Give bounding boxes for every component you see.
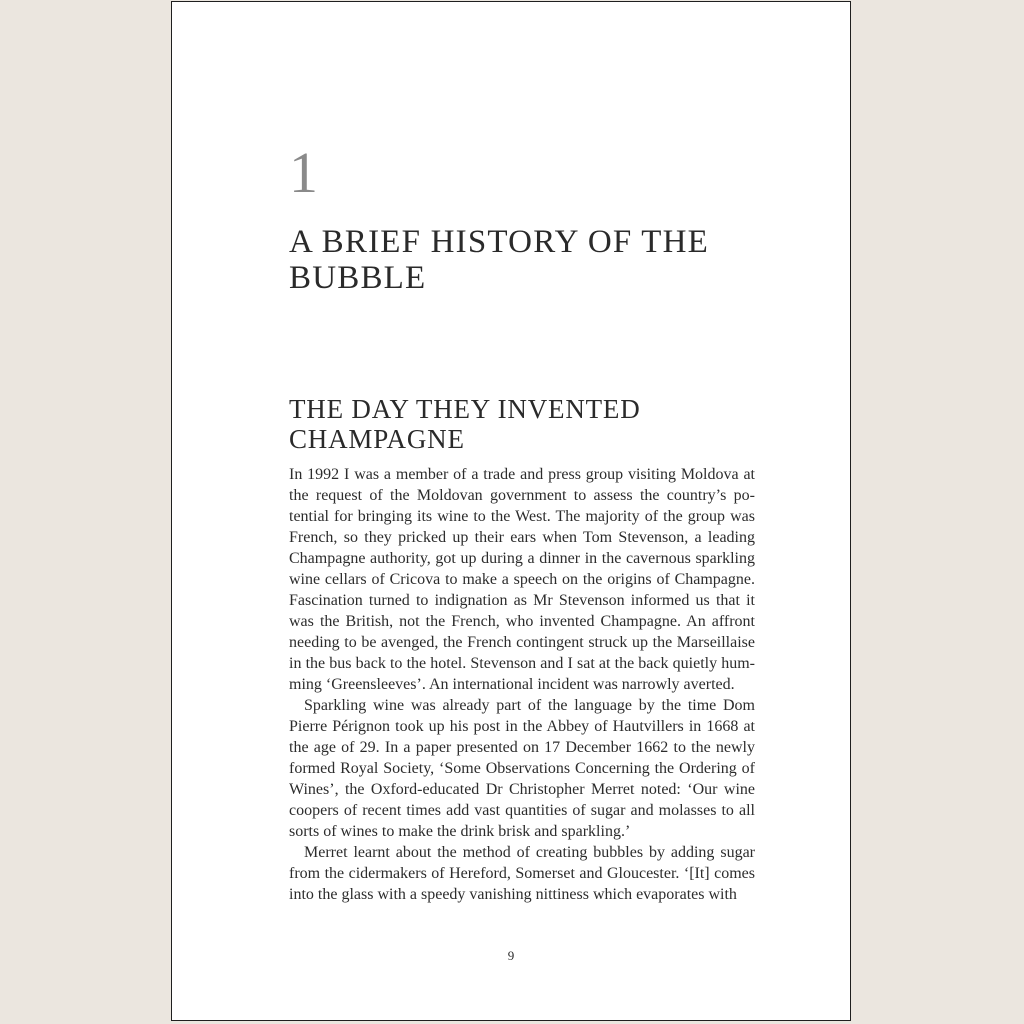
page-number: 9 xyxy=(507,948,515,963)
body-text xyxy=(289,464,755,905)
chapter-title: A BRIEF HISTORY OF THE BUBBLE xyxy=(289,224,710,296)
paragraph: In 1992 I was a member of a trade and press group visiting Moldova at the request of the Moldovan government to assess the country’s potential for bringing its wine to the West. The majority of the group was French, so they pricked up their ears when Tom Stevenson, a leading Champagne authority, got up during a dinner in the cavernous sparkling wine cellars of Cricova to make a speech on the origins of Champagne. Fascination turned to indignation as Mr Stevenson informed us that it was the British, not the French, who invented Champagne. An affront needing to be avenged, the French contingent struck up the Marseillaise in the bus back to the hotel. Stevenson and I sat at the back quietly humming ‘Greensleeves’. An international incident was narrowly averted. xyxy=(289,466,755,693)
chapter-number: 1 xyxy=(289,140,318,205)
book-page xyxy=(171,1,851,1021)
section-heading: THE DAY THEY INVENTED CHAMPAGNE xyxy=(289,394,641,454)
paragraph: Merret learnt about the method of creating bubbles by adding sugar from the cidermakers of Hereford, Somerset and Gloucester. ‘[It] comes into the glass with a speedy vanishing nittiness which evaporates with xyxy=(289,844,755,903)
paragraph: Sparkling wine was already part of the language by the time Dom Pierre Pérignon took up his post in the Abbey of Hautvillers in 1668 at the age of 29. In a paper presented on 17 December 1662 to the newly formed Royal Society, ‘Some Observations Concerning the Ordering of Wines’, the Oxford-educated Dr Christopher Merret noted: ‘Our wine coopers of recent times add vast quantities of sugar and molasses to all sorts of wines to make the drink brisk and sparkling.’ xyxy=(289,697,755,840)
